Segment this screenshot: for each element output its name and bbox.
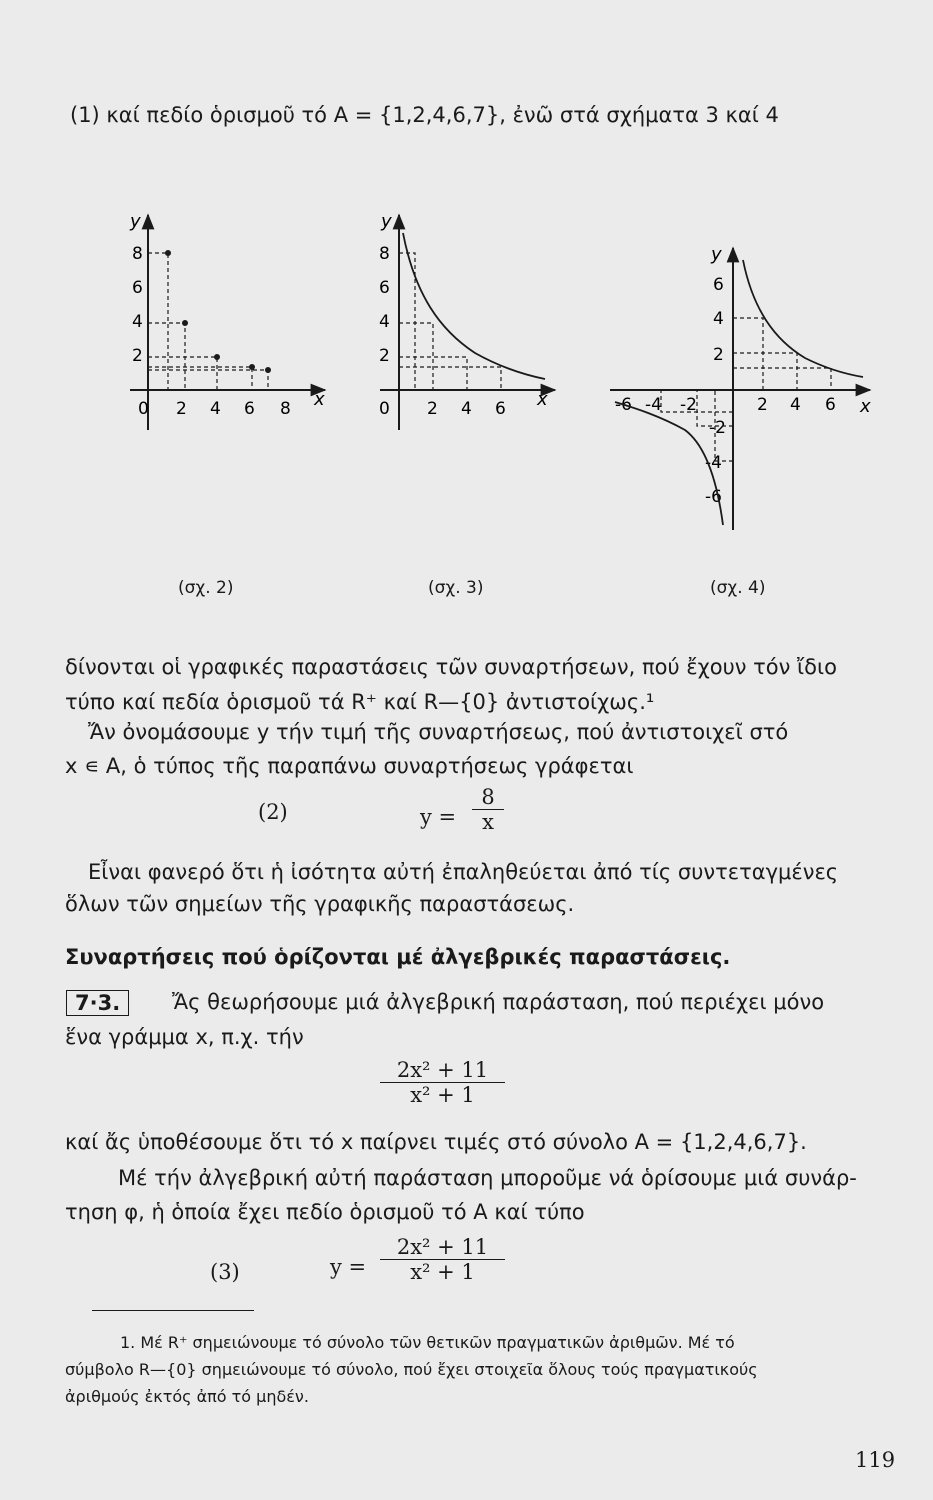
y-tick: 6 — [713, 275, 724, 295]
x-tick: 6 — [495, 399, 506, 419]
x-tick: 6 — [825, 395, 836, 415]
expr-numerator: 2x² + 11 — [396, 1058, 489, 1082]
footnote-line: ἀριθμούς ἐκτός ἀπό τό μηδέν. — [65, 1387, 309, 1406]
y-tick: 4 — [132, 312, 143, 332]
text-line: τηση φ, ἡ ὁποία ἔχει πεδίο ὁρισμοῦ τό A καί τύπο — [65, 1200, 585, 1224]
x-tick: -2 — [680, 395, 697, 415]
data-point — [249, 364, 255, 370]
eq2-numerator: 8 — [481, 785, 495, 809]
eq2-fraction — [472, 785, 504, 834]
text-line: ὅλων τῶν σημείων τῆς γραφικῆς παραστάσεως. — [65, 892, 575, 916]
y-axis-label: y — [130, 211, 141, 232]
eq3-label: (3) — [210, 1260, 240, 1284]
y-tick: 8 — [379, 244, 390, 264]
text-line: x ∊ A, ὁ τύπος τῆς παραπάνω συναρτήσεως γράφεται — [65, 754, 634, 778]
y-tick: 4 — [379, 312, 390, 332]
footnote-rule — [92, 1310, 254, 1311]
curve — [403, 233, 545, 379]
x-tick: -4 — [645, 395, 662, 415]
caption-fig4: (σχ. 4) — [710, 578, 766, 598]
eq3-denominator: x² + 1 — [380, 1259, 505, 1284]
x-tick: 2 — [427, 399, 438, 419]
x-tick: 2 — [176, 399, 187, 419]
eq2-denominator: x — [472, 809, 504, 834]
eq2-label: (2) — [258, 800, 288, 824]
y-tick: 8 — [132, 244, 143, 264]
text-line: Ἄς θεωρήσουμε μιά ἀλγεβρική παράσταση, πού περιέχει μόνο — [172, 990, 825, 1014]
y-axis-label: y — [711, 244, 722, 265]
section-number: 7·3. — [66, 990, 129, 1016]
text-line: Εἶναι φανερό ὅτι ἡ ἰσότητα αὐτή ἐπαληθεύεται ἀπό τίς συντεταγμένες — [88, 860, 839, 884]
y-tick: 4 — [713, 309, 724, 329]
eq2-lhs: y = — [420, 805, 457, 829]
x-tick: 2 — [757, 395, 768, 415]
data-point — [182, 320, 188, 326]
x-axis-label: x — [537, 389, 548, 410]
y-axis-label: y — [381, 211, 392, 232]
text-line: δίνονται οἱ γραφικές παραστάσεις τῶν συναρτήσεων, πού ἔχουν τόν ἴδιο — [65, 655, 837, 679]
x-tick: -6 — [615, 395, 632, 415]
figure-4 — [605, 240, 880, 550]
y-tick: 2 — [379, 346, 390, 366]
eq3-lhs: y = — [330, 1255, 367, 1279]
caption-fig3: (σχ. 3) — [428, 578, 484, 598]
footnote-line: σύμβολο R—{0} σημειώνουμε τό σύνολο, πού ἔχει στοιχεῖα ὅλους τούς πραγματικούς — [65, 1360, 758, 1379]
y-tick: 6 — [379, 278, 390, 298]
section-heading: Συναρτήσεις πού ὁρίζονται μέ ἀλγεβρικές παραστάσεις. — [65, 945, 731, 969]
x-tick: 6 — [244, 399, 255, 419]
x-axis-label: x — [860, 396, 871, 417]
y-tick: -2 — [709, 418, 726, 438]
footnote-line: 1. Μέ R⁺ σημειώνουμε τό σύνολο τῶν θετικῶν πραγματικῶν ἀριθμῶν. Μέ τό — [120, 1333, 735, 1352]
data-point — [214, 354, 220, 360]
x-tick: 0 — [138, 399, 149, 419]
y-tick: -6 — [705, 487, 722, 507]
data-point — [265, 367, 271, 373]
x-tick: 4 — [461, 399, 472, 419]
expr-fraction — [380, 1058, 505, 1107]
data-point — [165, 250, 171, 256]
x-tick: 8 — [280, 399, 291, 419]
text-line: Ἄν ὀνομάσουμε y τήν τιμή τῆς συναρτήσεως, πού ἀντιστοιχεῖ στό — [88, 720, 789, 744]
y-tick: 6 — [132, 278, 143, 298]
figure-3 — [355, 205, 565, 445]
caption-fig2: (σχ. 2) — [178, 578, 234, 598]
eq3-numerator: 2x² + 11 — [396, 1235, 489, 1259]
figure-2 — [100, 205, 340, 445]
x-tick: 4 — [210, 399, 221, 419]
text-line: Μέ τήν ἀλγεβρική αὐτή παράσταση μποροῦμε νά ὁρίσουμε μιά συνάρ- — [118, 1166, 857, 1190]
text-line: τύπο καί πεδία ὁρισμοῦ τά R⁺ καί R—{0} ἀντιστοίχως.¹ — [65, 690, 655, 714]
page-number: 119 — [855, 1448, 896, 1472]
intro-line: (1) καί πεδίο ὁρισμοῦ τό A = {1,2,4,6,7}, ἐνῶ στά σχήματα 3 καί 4 — [70, 103, 779, 127]
text-line: ἕνα γράμμα x, π.χ. τήν — [65, 1025, 304, 1049]
x-tick: 0 — [379, 399, 390, 419]
x-axis-label: x — [314, 389, 325, 410]
expr-denominator: x² + 1 — [380, 1082, 505, 1107]
x-tick: 4 — [790, 395, 801, 415]
y-tick: 2 — [713, 345, 724, 365]
y-tick: -4 — [705, 453, 722, 473]
eq3-fraction — [380, 1235, 505, 1284]
y-tick: 2 — [132, 346, 143, 366]
text-line: καί ἄς ὑποθέσουμε ὅτι τό x παίρνει τιμές στό σύνολο A = {1,2,4,6,7}. — [65, 1130, 807, 1154]
